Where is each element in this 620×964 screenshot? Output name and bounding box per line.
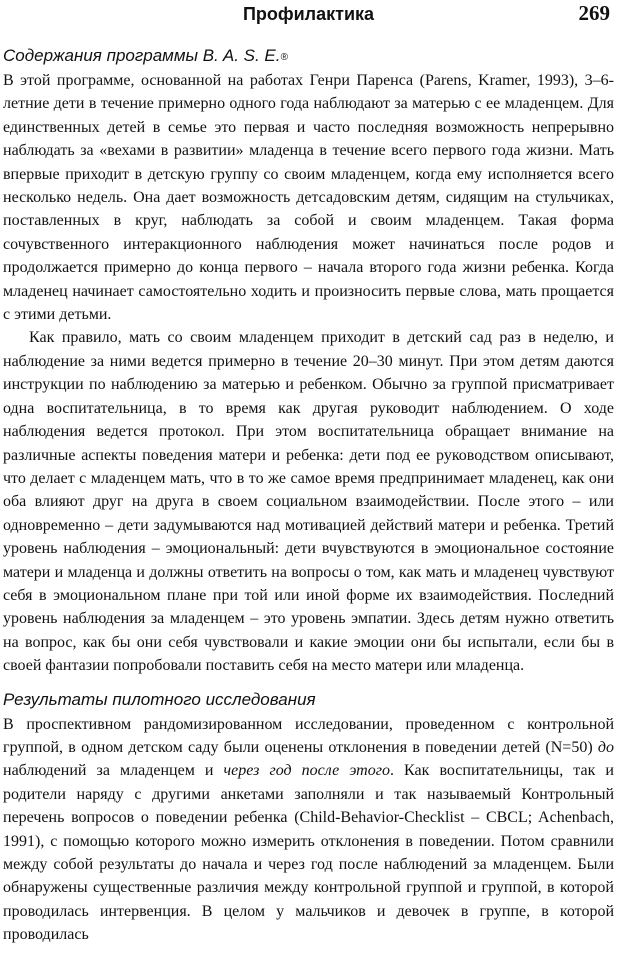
paragraph: В этой программе, основанной на работах Генри Паренса (Parens, Kramer, 1993), 3–6-летние дети в течение примерно одного года наблюдают за матерью с ее младенцем. Для единственных детей в семье это первая и часто последняя возможность непрерывно наблюдать за «вехами в развитии» младенца в течение всего первого года жизни. Мать впервые приходит в детскую группу со своим младенцем, когда ему исполняется всего несколько недель. Она дает возможность детсадовским детям, сидящим на стульчиках, поставленных в круг, наблюдать за собой и своим младенцем. Такая форма сочувственного интеракционного наблюдения может начинаться после родов и продолжается примерно до конца первого – начала второго года жизни ребенка. Когда младенец начинает самостоятельно ходить и произносить первые слова, мать прощается с этими детьми. [3, 72, 614, 324]
text-run: В проспективном рандомизированном исследовании, проведенном с контрольной группой, в одном детском саду были оценены отклонения в поведении детей (N=50) [3, 715, 614, 756]
paragraph [3, 713, 614, 947]
section-program-content [3, 42, 614, 678]
section-heading [3, 42, 614, 69]
page-number: 269 [578, 1, 610, 25]
page-header [3, 0, 614, 42]
section-heading-text: Содержания программы B. A. S. E. [3, 46, 281, 65]
emphasis: до [597, 738, 614, 756]
registered-mark: ® [280, 52, 288, 63]
text-run: наблюдений за младенцем и [3, 762, 224, 780]
running-head: Профилактика [242, 4, 375, 24]
paragraph: Как правило, мать со своим младенцем приходит в детский сад раз в неделю, и наблюдение за ними ведется примерно в течение 20–30 минут. При этом детям даются инструкции по наблюдению за матерью и ребенком. Обычно за группой присматривает одна воспитательница, в то время как другая руководит наблюдением. О ходе наблюдения ведется протокол. При этом воспитательница обращает внимание на различные аспекты поведения матери и ребенка: дети под ее руководством описывают, что делает с младенцем мать, что в то же самое время предпринимает младенец, как они оба влияют друг на друга в своем социальном взаимодействии. После этого – или одновременно – дети задумываются над мотивацией действий матери и ребенка. Третий уровень наблюдения – эмоциональный: дети вчувствуются в эмоциональное состояние матери и младенца и должны ответить на вопросы о том, как мать и младенец чувствуют себя в эмоциональном плане при той или иной форме их взаимодействия. Последний уровень наблюдения за младенцем – это уровень эмпатии. Здесь детям нужно ответить на вопрос, как бы они себя чувствовали и какие эмоции они бы испытали, если бы в своей фантазии попробовали поставить себя на место матери или младенца. [3, 329, 614, 675]
text-run: . Как воспитательницы, так и родители наряду с другими анкетами заполняли и так называемый Контрольный перечень вопросов о поведении ребенка (Child-Behavior-Checklist – CBCL; Achenbach, 1991), с помощью которого можно измерить отклонения в поведении. Потом сравнили между собой результаты до начала и через год после наблюдений за младенцем. Были обнаружены существенные различия между контрольной группой и группой, в которой проводилась интервенция. В целом у мальчиков и девочек в группе, в которой проводилась [3, 762, 614, 944]
emphasis: через год после этого [223, 762, 390, 780]
section-pilot-results [3, 686, 614, 947]
section-heading: Результаты пилотного исследования [3, 689, 316, 709]
